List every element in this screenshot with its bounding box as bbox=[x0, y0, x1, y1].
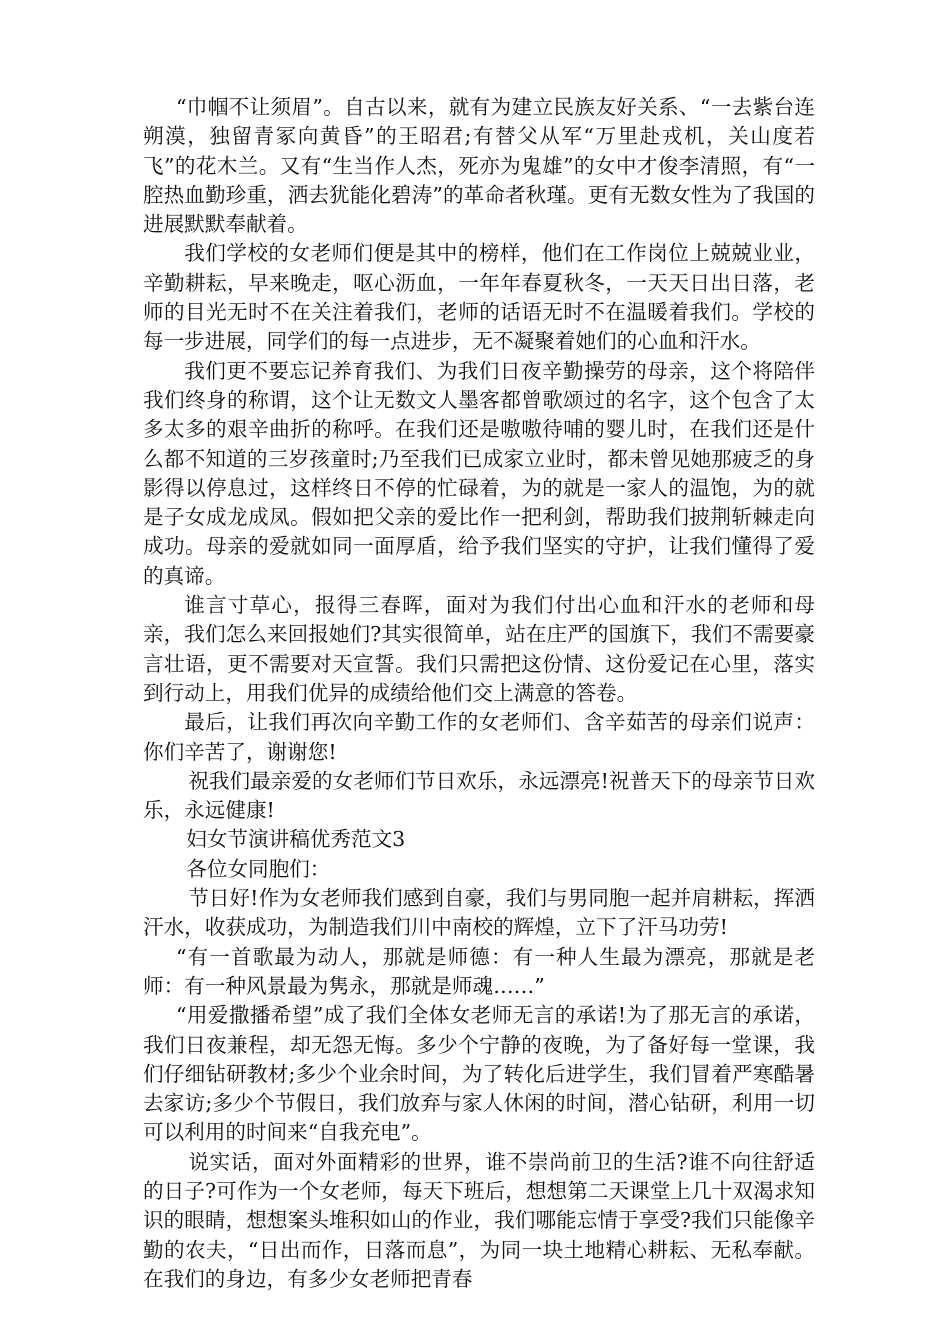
paragraph-8: “有一首歌最为动人，那就是师德：有一种人生最为漂亮，那就是老师：有一种风景最为隽永，那就是师魂……” bbox=[143, 944, 815, 998]
paragraph-5: 最后，让我们再次向辛勤工作的女老师们、含辛茹苦的母亲们说声：你们辛苦了，谢谢您! bbox=[143, 710, 815, 764]
paragraph-1: “巾帼不让须眉”。自古以来，就有为建立民族友好关系、“一去紫台连朔漠，独留青冢向黄昏”的王昭君;有替父从军“万里赴戎机，关山度若飞”的花木兰。又有“生当作人杰，死亦为鬼雄”的女中才俊李清照，有“一腔热血勤珍重，洒去犹能化碧涛”的革命者秋瑾。更有无数女性为了我国的进展默默奉献着。 bbox=[143, 95, 815, 237]
paragraph-9: “用爱撒播希望”成了我们全体女老师无言的承诺!为了那无言的承诺，我们日夜兼程，却无怨无悔。多少个宁静的夜晚，为了备好每一堂课，我们仔细钻研教材;多少个业余时间，为了转化后进学生，我们冒着严寒酷暑去家访;多少个节假日，我们放弃与家人休闲的时间，潜心钻研，利用一切可以利用的时间来“自我充电”。 bbox=[143, 1003, 815, 1145]
section-heading: 妇女节演讲稿优秀范文3 bbox=[186, 827, 406, 852]
paragraph-7: 节日好!作为女老师我们感到自豪，我们与男同胞一起并肩耕耘，挥洒汗水，收获成功，为制造我们川中南校的辉煌，立下了汗马功劳! bbox=[143, 886, 815, 940]
paragraph-4: 谁言寸草心，报得三春晖，面对为我们付出心血和汗水的老师和母亲，我们怎么来回报她们?其实很简单，站在庄严的国旗下，我们不需要豪言壮语，更不需要对天宣誓。我们只需把这份情、这份爱记在心里，落实到行动上，用我们优异的成绩给他们交上满意的答卷。 bbox=[143, 593, 815, 705]
paragraph-6: 祝我们最亲爱的女老师们节日欢乐，永远漂亮!祝普天下的母亲节日欢乐，永远健康! bbox=[143, 768, 815, 823]
paragraph-3: 我们更不要忘记养育我们、为我们日夜辛勤操劳的母亲，这个将陪伴我们终身的称谓，这个让无数文人墨客都曾歌颂过的名字，这个包含了太多太多的艰辛曲折的称呼。在我们还是嗷嗷待哺的婴儿时，在我们还是什么都不知道的三岁孩童时;乃至我们已成家立业时，都未曾见她那疲乏的身影得以停息过，这样终日不停的忙碌着，为的就是一家人的温饱，为的就是子女成龙成凤。假如把父亲的爱比作一把利剑，帮助我们披荆斩棘走向成功。母亲的爱就如同一面厚盾，给予我们坚实的守护，让我们懂得了爱的真谛。 bbox=[143, 358, 815, 588]
salutation: 各位女同胞们： bbox=[186, 856, 331, 881]
paragraph-2: 我们学校的女老师们便是其中的榜样，他们在工作岗位上兢兢业业，辛勤耕耘，早来晚走，呕心沥血，一年年春夏秋冬，一天天日出日落，老师的目光无时不在关注着我们，老师的话语无时不在温暖着我们。学校的每一步进展，同学们的每一点进步，无不凝聚着她们的心血和汗水。 bbox=[143, 241, 815, 354]
document-page bbox=[143, 93, 815, 1294]
paragraph-10: 说实话，面对外面精彩的世界，谁不崇尚前卫的生活?谁不向往舒适的日子?可作为一个女老师，每天下班后，想想第二天课堂上几十双渴求知识的眼睛，想想案头堆积如山的作业，我们哪能忘情于享受?我们只能像辛勤的农夫，“日出而作，日落而息”，为同一块土地精心耕耘、无私奉献。在我们的身边，有多少女老师把青春 bbox=[143, 1149, 815, 1291]
